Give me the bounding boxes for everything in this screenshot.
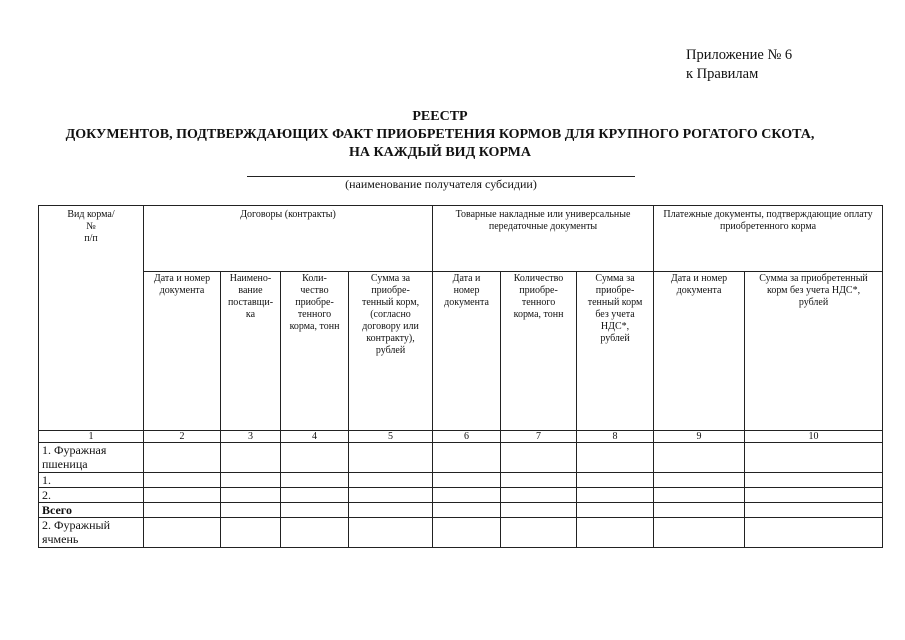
column-number-3: 3 xyxy=(221,431,281,443)
empty-cell xyxy=(745,443,883,473)
header-group-invoices: Товарные накладные или универсальные передаточные документы xyxy=(433,206,654,272)
subheader-col-10: Сумма за приобретенный корм без учета НДС*, рублей xyxy=(745,272,883,431)
row-label: 2. Фуражный ячмень xyxy=(39,518,144,548)
empty-cell xyxy=(654,518,745,548)
empty-cell xyxy=(221,503,281,518)
empty-cell xyxy=(501,503,577,518)
column-number-9: 9 xyxy=(654,431,745,443)
appendix-number: Приложение № 6 xyxy=(686,47,793,63)
empty-cell xyxy=(221,518,281,548)
header-group-payments: Платежные документы, подтверждающие оплату приобретенного корма xyxy=(654,206,883,272)
appendix-reference xyxy=(686,46,792,84)
empty-cell xyxy=(144,488,221,503)
subheader-col-3: Наимено- вание поставщи- ка xyxy=(221,272,281,431)
empty-cell xyxy=(281,503,349,518)
empty-cell xyxy=(745,488,883,503)
empty-cell xyxy=(221,488,281,503)
column-number-4: 4 xyxy=(281,431,349,443)
row-label: 1. Фуражная пшеница xyxy=(39,443,144,473)
empty-cell xyxy=(349,443,433,473)
empty-cell xyxy=(745,503,883,518)
column-number-7: 7 xyxy=(501,431,577,443)
empty-cell xyxy=(501,443,577,473)
column-number-2: 2 xyxy=(144,431,221,443)
title-line-2: ДОКУМЕНТОВ, ПОДТВЕРЖДАЮЩИХ ФАКТ ПРИОБРЕТЕНИЯ КОРМОВ ДЛЯ КРУПНОГО РОГАТОГО СКОТА, xyxy=(65,127,815,142)
table-row xyxy=(39,503,883,518)
column-number-10: 10 xyxy=(745,431,883,443)
empty-cell xyxy=(577,488,654,503)
empty-cell xyxy=(501,518,577,548)
empty-cell xyxy=(144,518,221,548)
empty-cell xyxy=(144,503,221,518)
recipient-caption: (наименование получателя субсидии) xyxy=(345,177,537,191)
empty-cell xyxy=(349,473,433,488)
empty-cell xyxy=(433,503,501,518)
table-row xyxy=(39,443,883,473)
empty-cell xyxy=(654,503,745,518)
empty-cell xyxy=(654,443,745,473)
empty-cell xyxy=(433,443,501,473)
subheader-col-5: Сумма за приобре- тенный корм, (согласно договору или контракту), рублей xyxy=(349,272,433,431)
table-row xyxy=(39,488,883,503)
subheader-col-6: Дата и номер документа xyxy=(433,272,501,431)
empty-cell xyxy=(281,488,349,503)
row-label: 1. xyxy=(39,473,144,488)
subheader-col-8: Сумма за приобре- тенный корм без учета НДС*, рублей xyxy=(577,272,654,431)
empty-cell xyxy=(281,473,349,488)
empty-cell xyxy=(349,518,433,548)
column-number-6: 6 xyxy=(433,431,501,443)
column-number-8: 8 xyxy=(577,431,654,443)
empty-cell xyxy=(281,443,349,473)
empty-cell xyxy=(745,473,883,488)
subheader-col-4: Коли- чество приобре- тенного корма, тонн xyxy=(281,272,349,431)
empty-cell xyxy=(221,443,281,473)
empty-cell xyxy=(221,473,281,488)
empty-cell xyxy=(144,473,221,488)
empty-cell xyxy=(144,443,221,473)
empty-cell xyxy=(501,488,577,503)
empty-cell xyxy=(433,473,501,488)
column-number-5: 5 xyxy=(349,431,433,443)
empty-cell xyxy=(349,488,433,503)
empty-cell xyxy=(654,488,745,503)
document-title xyxy=(0,108,880,162)
title-line-3: НА КАЖДЫЙ ВИД КОРМА xyxy=(348,145,532,160)
registry-table xyxy=(38,205,883,548)
table-row xyxy=(39,473,883,488)
subheader-col-9: Дата и номер документа xyxy=(654,272,745,431)
row-label: 2. xyxy=(39,488,144,503)
empty-cell xyxy=(281,518,349,548)
subheader-col-7: Количество приобре- тенного корма, тонн xyxy=(501,272,577,431)
row-label: Всего xyxy=(39,503,144,518)
empty-cell xyxy=(433,518,501,548)
header-group-contracts: Договоры (контракты) xyxy=(144,206,433,272)
appendix-rules: к Правилам xyxy=(686,66,759,82)
empty-cell xyxy=(577,503,654,518)
table-row xyxy=(39,518,883,548)
subheader-col-2: Дата и номер документа xyxy=(144,272,221,431)
empty-cell xyxy=(654,473,745,488)
title-line-1: РЕЕСТР xyxy=(412,109,468,124)
empty-cell xyxy=(577,473,654,488)
column-number-1: 1 xyxy=(39,431,144,443)
empty-cell xyxy=(349,503,433,518)
empty-cell xyxy=(433,488,501,503)
empty-cell xyxy=(501,473,577,488)
empty-cell xyxy=(577,443,654,473)
header-feed-type: Вид корма/ № п/п xyxy=(39,206,144,431)
empty-cell xyxy=(745,518,883,548)
empty-cell xyxy=(577,518,654,548)
